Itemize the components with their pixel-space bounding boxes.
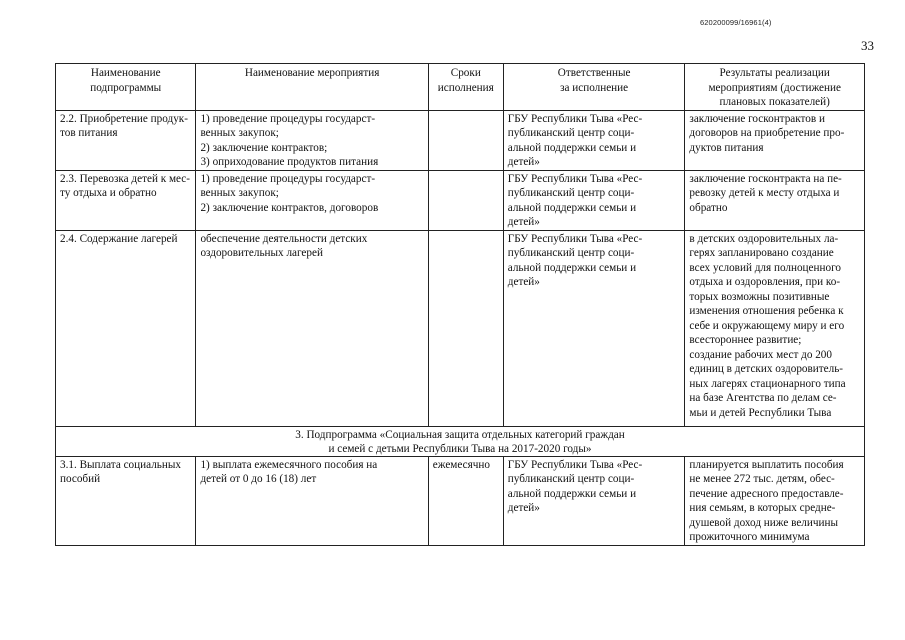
text-line: в детских оздоровительных ла- — [689, 232, 839, 245]
text-line: мероприятиям (достижение — [708, 81, 841, 94]
text-line: душевой доход ниже величины — [689, 516, 838, 529]
text-line: за исполнение — [560, 81, 629, 94]
text-line: себе и окружающему миру и его — [689, 319, 845, 332]
text-line: 2) заключение контрактов, договоров — [200, 201, 379, 214]
text-line: на базе Агентства по делам се- — [689, 392, 837, 404]
text-line: Сроки — [450, 67, 481, 79]
text-line: 1) выплата ежемесячного пособия на — [200, 458, 378, 471]
text-line: публиканский центр соци- — [507, 473, 635, 485]
text-line: публиканский центр соци- — [507, 247, 635, 259]
text-line: всех условий для полноценного — [689, 261, 841, 274]
cell-deadline — [428, 230, 503, 426]
cell-responsible — [503, 170, 685, 230]
text-line: альной поддержки семьи и — [507, 261, 637, 274]
text-line: детей» — [507, 502, 540, 514]
text-line: заключение госконтракта на пе- — [689, 172, 842, 185]
header-deadline — [428, 64, 503, 111]
text-line: детей» — [507, 276, 540, 288]
text-line: договоров на приобретение про- — [689, 127, 845, 139]
text-line: Ответственные — [557, 67, 631, 79]
header-subprogram — [56, 64, 196, 111]
table-row — [56, 456, 865, 545]
cell-subprogram — [56, 170, 196, 230]
page-number: 33 — [861, 38, 874, 53]
text-line: торых возможны позитивные — [689, 290, 830, 303]
text-line: заключение госконтрактов и — [689, 112, 825, 125]
text-line: подпрограммы — [90, 81, 162, 94]
cell-activity — [196, 170, 428, 230]
text-line: исполнения — [437, 81, 494, 94]
text-line: ГБУ Республики Тыва «Рес- — [507, 458, 643, 471]
table-row — [56, 170, 865, 230]
cell-activity — [196, 230, 428, 426]
cell-responsible — [503, 230, 685, 426]
text-line: ежемесячно — [432, 458, 490, 471]
text-line: 1) проведение процедуры государст- — [200, 112, 376, 125]
cell-deadline — [428, 170, 503, 230]
text-line: изменения отношения ребенка к — [689, 305, 844, 317]
text-line: альной поддержки семьи и — [507, 487, 637, 500]
text-line: печение адресного предоставле- — [689, 487, 844, 500]
text-line: пособий — [60, 473, 101, 485]
text-line: 3.1. Выплата социальных — [60, 458, 181, 471]
text-line: детей» — [507, 216, 540, 228]
cell-deadline — [428, 110, 503, 170]
text-line: ревозку детей к месту отдыха и — [689, 187, 840, 199]
cell-subprogram — [56, 230, 196, 426]
text-line: планируется выплатить пособия — [689, 458, 844, 471]
cell-activity — [196, 456, 428, 545]
table-row — [56, 230, 865, 426]
cell-results — [685, 456, 865, 545]
cell-subprogram — [56, 456, 196, 545]
document-id: 620200099/16961(4) — [700, 18, 772, 27]
cell-activity — [196, 110, 428, 170]
program-table — [55, 63, 865, 546]
text-line: ных лагерях стационарного типа — [689, 377, 846, 390]
text-line: дуктов питания — [689, 141, 764, 154]
text-line: альной поддержки семьи и — [507, 141, 637, 154]
text-line: ГБУ Республики Тыва «Рес- — [507, 112, 643, 125]
text-line: ГБУ Республики Тыва «Рес- — [507, 232, 643, 245]
text-line: венных закупок; — [200, 187, 279, 199]
text-line: 1) проведение процедуры государст- — [200, 172, 376, 185]
text-line: тов питания — [60, 127, 118, 139]
section-heading-row — [56, 426, 865, 456]
text-line: публиканский центр соци- — [507, 187, 635, 199]
text-line: отдыха и оздоровления, при ко- — [689, 276, 841, 288]
table-header-row — [56, 64, 865, 111]
text-line: оздоровительных лагерей — [200, 247, 323, 259]
text-line: 2.2. Приобретение продук- — [60, 112, 188, 125]
text-line: публиканский центр соци- — [507, 127, 635, 139]
text-line: ГБУ Республики Тыва «Рес- — [507, 172, 643, 185]
text-line: обеспечение деятельности детских — [200, 232, 368, 245]
text-line: альной поддержки семьи и — [507, 201, 637, 214]
header-results — [685, 64, 865, 111]
text-line: единиц в детских оздоровитель- — [689, 363, 844, 375]
text-line: обратно — [689, 201, 728, 214]
text-line: ния семьям, в которых средне- — [689, 502, 836, 514]
text-line: детей» — [507, 156, 540, 168]
header-activity — [196, 64, 428, 111]
text-line: венных закупок; — [200, 127, 279, 139]
text-line: детей от 0 до 16 (18) лет — [200, 473, 317, 485]
text-line: Результаты реализации — [719, 67, 830, 79]
text-line: не менее 272 тыс. детям, обес- — [689, 473, 835, 485]
cell-responsible — [503, 456, 685, 545]
text-line: 2) заключение контрактов; — [200, 141, 328, 154]
text-line: 3) оприходование продуктов питания — [200, 156, 379, 168]
text-line: плановых показателей) — [719, 96, 830, 108]
text-line: всестороннее развитие; — [689, 334, 802, 346]
header-responsible — [503, 64, 685, 111]
cell-subprogram — [56, 110, 196, 170]
cell-responsible — [503, 110, 685, 170]
cell-results — [685, 110, 865, 170]
section-heading — [56, 426, 865, 456]
text-line: Наименование — [90, 67, 161, 79]
cell-deadline — [428, 456, 503, 545]
text-line: 3. Подпрограмма «Социальная защита отдельных категорий граждан — [295, 428, 625, 441]
text-line: 2.4. Содержание лагерей — [60, 232, 178, 245]
text-line: создание рабочих мест до 200 — [689, 348, 832, 361]
cell-results — [685, 230, 865, 426]
text-line: прожиточного минимума — [689, 531, 810, 543]
cell-results — [685, 170, 865, 230]
text-line: герях запланировано создание — [689, 247, 834, 259]
text-line: ту отдыха и обратно — [60, 187, 157, 199]
text-line: и семей с детьми Республики Тыва на 2017-2020 годы» — [328, 442, 592, 455]
text-line: 2.3. Перевозка детей к мес- — [60, 172, 190, 185]
text-line: Наименование мероприятия — [244, 67, 380, 79]
table-row — [56, 110, 865, 170]
text-line: мьи и детей Республики Тыва — [689, 406, 832, 419]
